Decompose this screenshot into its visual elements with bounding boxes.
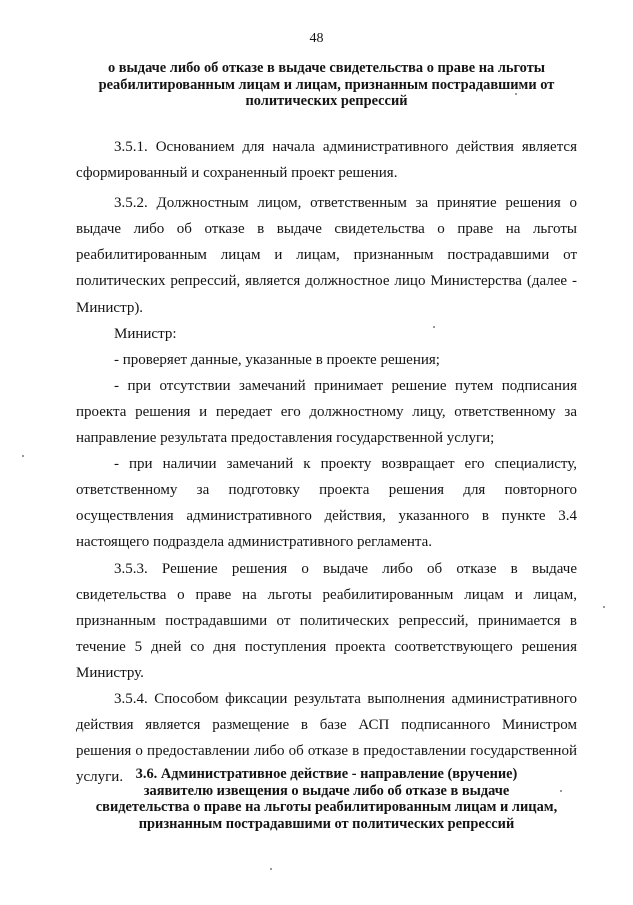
scan-speck <box>270 868 272 870</box>
heading-line: свидетельства о праве на льготы реабилитированным лицам и лицам, <box>95 799 558 816</box>
paragraph-no-remarks: - при отсутствии замечаний принимает решение путем подписания проекта решения и передает его должностному лицу, ответственному за направление результата предоставления государственной услуги; <box>76 377 577 447</box>
heading-line: признанным пострадавшими от политических репрессий <box>138 815 515 832</box>
section-heading-3-6 <box>76 766 577 832</box>
paragraph-3-5-3: 3.5.3. Решение решения о выдаче либо об отказе в выдаче свидетельства о праве на льготы реабилитированным лицам и лицам, признанным пострадавшими от политических репрессий, принимается в течение 5 дней со дня поступления проекта соответствующего решения Министру. <box>76 560 577 681</box>
scan-speck <box>603 606 605 608</box>
section-heading-continued <box>76 60 577 110</box>
paragraph-check-data: - проверяет данные, указанные в проекте решения; <box>114 351 440 368</box>
paragraph-3-5-2: 3.5.2. Должностным лицом, ответственным за принятие решения о выдаче либо об отказе в выдаче свидетельства о праве на льготы реабилитированным лицам и лицам, признанным пострадавшими от политических репрессий, является должностное лицо Министерства (далее - Министр). <box>76 195 577 316</box>
body-text <box>76 134 577 790</box>
paragraph-with-remarks: - при наличии замечаний к проекту возвращает его специалисту, ответственному за подготовку проекта решения для повторного осуществления административного действия, указанного в пункте 3.4 настоящего подраздела административного регламента. <box>76 456 577 551</box>
heading-line: реабилитированным лицам и лицам, признанным пострадавшими от <box>98 76 555 93</box>
paragraph-3-5-1: 3.5.1. Основанием для начала административного действия является сформированный и сохраненный проект решения. <box>76 139 577 182</box>
scan-speck <box>515 93 517 95</box>
heading-line: политических репрессий <box>245 93 408 110</box>
paragraph-minister-label: Министр: <box>114 325 177 342</box>
heading-line: заявителю извещения о выдаче либо об отказе в выдаче <box>143 782 510 799</box>
scan-speck <box>22 455 24 457</box>
heading-line: 3.6. Административное действие - направление (вручение) <box>135 766 518 782</box>
heading-line: о выдаче либо об отказе в выдаче свидетельства о праве на льготы <box>107 60 545 76</box>
paragraph-3-5-4: 3.5.4. Способом фиксации результата выполнения административного действия является размещение в базе АСП подписанного Министром решения о предоставлении либо об отказе в предоставлении государственной услуги. <box>76 690 577 786</box>
scan-speck <box>433 326 435 328</box>
scan-speck <box>560 790 562 792</box>
page-number: 48 <box>309 31 324 46</box>
